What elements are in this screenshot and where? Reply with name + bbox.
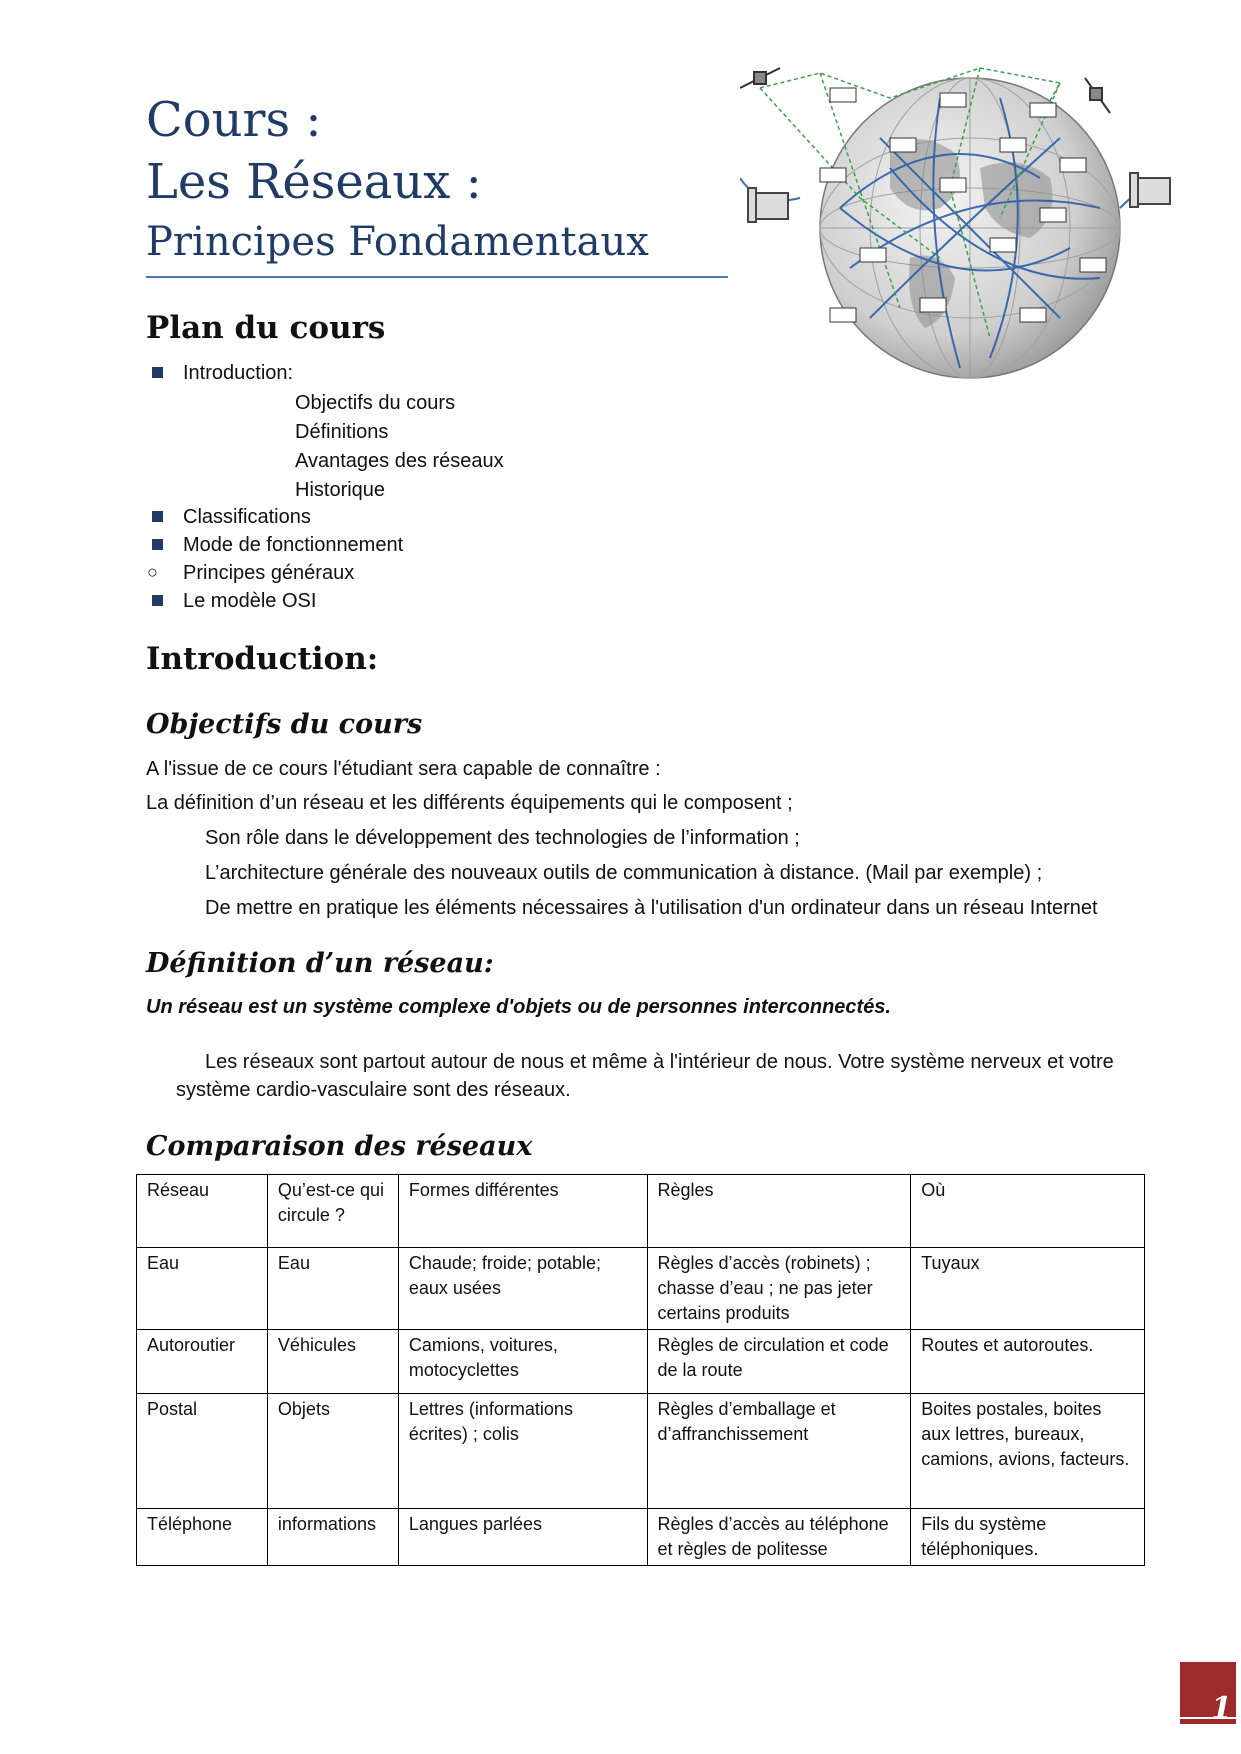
table-cell: informations: [267, 1509, 398, 1566]
table-cell: Règles d’accès au téléphone et règles de politesse: [647, 1509, 911, 1566]
plan-item-mode: Mode de fonctionnement: [183, 534, 404, 556]
table-cell: Eau: [267, 1248, 398, 1330]
objectives-line: La définition d’un réseau et les différents équipements qui le composent ;: [146, 792, 793, 814]
plan-subitem: Objectifs du cours: [295, 392, 456, 414]
plan-subitem: Historique: [295, 479, 386, 501]
definition-statement: Un réseau est un système complexe d'objets ou de personnes interconnectés.: [146, 996, 891, 1018]
table-cell: Lettres (informations écrites) ; colis: [398, 1394, 647, 1509]
comparison-table: [136, 1174, 1145, 1566]
square-bullet: [152, 595, 163, 606]
table-cell: Langues parlées: [398, 1509, 647, 1566]
table-cell: Camions, voitures, motocyclettes: [398, 1330, 647, 1394]
table-cell: Véhicules: [267, 1330, 398, 1394]
title-line-1: Cours :: [146, 92, 322, 148]
table-header-cell: Formes différentes: [398, 1175, 647, 1248]
page-number-underline: [1180, 1717, 1236, 1719]
table-row: [137, 1248, 1145, 1330]
table-cell: Autoroutier: [137, 1330, 268, 1394]
objectives-heading: Objectifs du cours: [146, 709, 423, 740]
definition-heading: Définition d’un réseau:: [146, 948, 494, 979]
plan-heading: Plan du cours: [146, 310, 386, 346]
table-header-cell: Réseau: [137, 1175, 268, 1248]
table-cell: Chaude; froide; potable; eaux usées: [398, 1248, 647, 1330]
table-row: [137, 1509, 1145, 1566]
square-bullet: [152, 367, 163, 378]
definition-paragraph-line-1: Les réseaux sont partout autour de nous et même à l'intérieur de nous. Votre système nerveux et votre: [205, 1051, 1114, 1073]
table-cell: Fils du système téléphoniques.: [911, 1509, 1145, 1566]
plan-item-introduction: Introduction:: [183, 362, 294, 384]
table-cell: Règles d’accès (robinets) ; chasse d’eau ; ne pas jeter certains produits: [647, 1248, 911, 1330]
table-cell: Règles de circulation et code de la route: [647, 1330, 911, 1394]
table-cell: Tuyaux: [911, 1248, 1145, 1330]
network-globe-illustration: [740, 58, 1190, 388]
plan-subitem: Avantages des réseaux: [295, 450, 504, 472]
table-header-cell: Règles: [647, 1175, 911, 1248]
plan-subitem: Définitions: [295, 421, 389, 443]
objectives-line: A l'issue de ce cours l'étudiant sera capable de connaître :: [146, 758, 661, 780]
table-header-cell: Qu’est-ce qui circule ?: [267, 1175, 398, 1248]
table-cell: Téléphone: [137, 1509, 268, 1566]
table-cell: Règles d’emballage et d’affranchissement: [647, 1394, 911, 1509]
introduction-heading: Introduction:: [146, 641, 379, 677]
square-bullet: [152, 511, 163, 522]
title-line-3: Principes Fondamentaux: [146, 219, 649, 265]
table-row: [137, 1330, 1145, 1394]
table-cell: Objets: [267, 1394, 398, 1509]
table-cell: Boites postales, boites aux lettres, bureaux, camions, avions, facteurs.: [911, 1394, 1145, 1509]
definition-paragraph-line-2: système cardio-vasculaire sont des réseaux.: [176, 1079, 571, 1101]
table-header-row: [137, 1175, 1145, 1248]
plan-item-principes: Principes généraux: [183, 562, 355, 584]
objectives-line: L’architecture générale des nouveaux outils de communication à distance. (Mail par exemple) ;: [205, 862, 1043, 884]
table-cell: Postal: [137, 1394, 268, 1509]
comparison-heading: Comparaison des réseaux: [146, 1131, 533, 1162]
table-cell: Routes et autoroutes.: [911, 1330, 1145, 1394]
objectives-line: De mettre en pratique les éléments nécessaires à l'utilisation d'un ordinateur dans un réseau Internet: [205, 897, 1098, 919]
objectives-line: Son rôle dans le développement des technologies de l’information ;: [205, 827, 800, 849]
table-cell: Eau: [137, 1248, 268, 1330]
page-number-box: 1: [1180, 1662, 1236, 1724]
plan-item-osi: Le modèle OSI: [183, 590, 317, 612]
plan-item-classifications: Classifications: [183, 506, 311, 528]
square-bullet: [152, 539, 163, 550]
table-row: [137, 1394, 1145, 1509]
circle-bullet: ○: [147, 562, 158, 582]
table-header-cell: Où: [911, 1175, 1145, 1248]
title-rule: [146, 276, 728, 278]
title-line-2: Les Réseaux :: [146, 154, 482, 210]
